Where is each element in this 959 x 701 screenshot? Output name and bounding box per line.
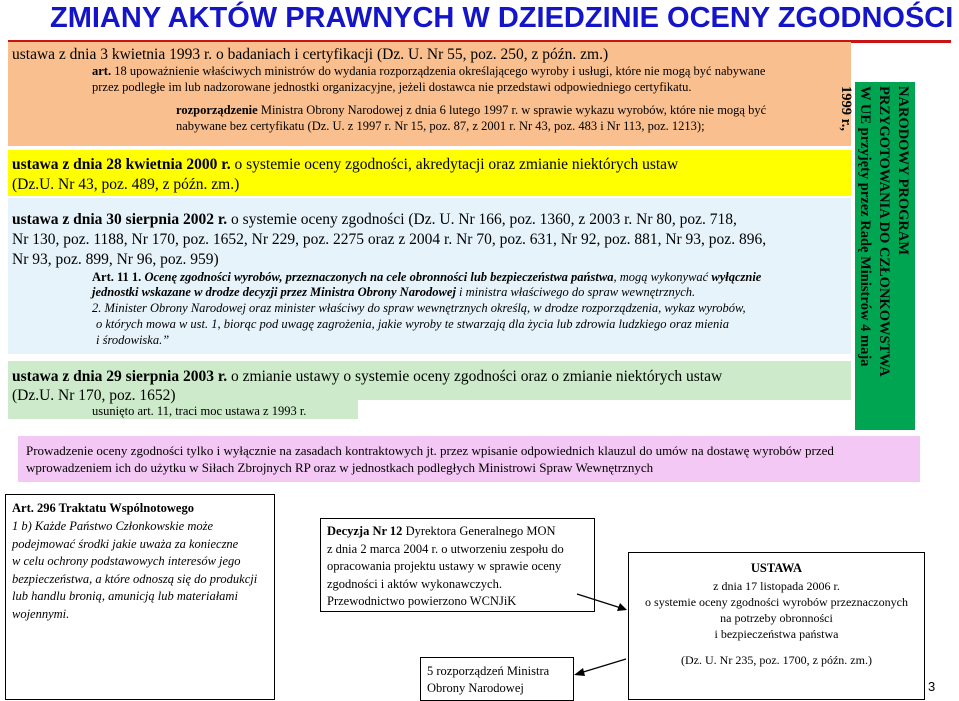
art-11-line-1 — [92, 270, 761, 285]
art-296-line-6: wojennymi. — [12, 606, 70, 621]
act-2000-reference: (Dz.U. Nr 43, poz. 489, z późn. zm.) — [12, 176, 240, 193]
art-296-heading: Art. 296 Traktatu Wspólnotowego — [12, 501, 194, 515]
act-2006-line-3: na potrzeby obronności — [720, 611, 833, 625]
regulations-box — [420, 657, 574, 701]
act-2003-note: usunięto art. 11, traci moc ustawa z 1993 r. — [92, 404, 307, 418]
act-2000-date: ustawa z dnia 28 kwietnia 2000 r. — [12, 156, 231, 173]
regulation-label: rozporządzenie — [176, 103, 258, 117]
art-296-line-2: podejmować środki jakie uważa za konieczne — [12, 536, 239, 551]
contractual-note-line-2: wprowadzeniem ich do użytku w Siłach Zbrojnych RP oraz w jednostkach podległych Ministrowi Spraw Wewnętrznych — [26, 460, 654, 475]
art-11-par-2-line-3: i środowiska.” — [96, 333, 170, 347]
decision-12-issuer: Dyrektora Generalnego MON — [402, 524, 556, 538]
act-2006-body — [629, 578, 924, 642]
contractual-note-line-1: Prowadzenie oceny zgodności tylko i wyłącznie na zasadach kontraktowych jt. przez wpisanie odpowiednich klauzul do umów na dostawę wyrobów przed — [26, 443, 834, 458]
national-program-line-2: PRZYGOTOWANIA DO CZŁONKOWSTWA — [876, 86, 892, 377]
decision-12-label: Decyzja Nr 12 — [327, 524, 403, 538]
act-2006-line-2: o systemie oceny zgodności wyrobów przeznaczonych — [645, 595, 908, 609]
act-2006-box — [628, 552, 925, 700]
act-2003-date: ustawa z dnia 29 sierpnia 2003 r. — [12, 368, 228, 385]
art-296-body — [12, 518, 257, 623]
act-2006-heading: USTAWA — [750, 561, 803, 575]
act-2002-reference-3: Nr 93, poz. 899, Nr 96, poz. 959) — [12, 251, 219, 268]
act-2002-subject: o systemie oceny zgodności (Dz. U. Nr 166, poz. 1360, z 2003 r. Nr 80, poz. 718, — [227, 211, 737, 228]
national-program-panel — [838, 82, 915, 430]
regulations-line-1: 5 rozporządzeń Ministra — [427, 664, 550, 678]
decision-12-line-1 — [327, 523, 564, 541]
art-18-line-2: przez podległe im lub nadzorowane jednostki organizacyjne, jeżeli dostawca nie przedstawi odpowiedniego certyfikatu. — [92, 80, 692, 94]
page-title: ZMIANY AKTÓW PRAWNYCH W DZIEDZINIE OCENY ZGODNOŚCI — [50, 2, 954, 34]
regulation-1997-line — [176, 103, 766, 118]
decision-12-box — [320, 518, 595, 612]
decision-12-line-3: opracowania projektu ustawy w sprawie oceny — [327, 559, 562, 573]
decision-12-line-2: z dnia 2 marca 2004 r. o utworzeniu zespołu do — [327, 541, 564, 556]
art-11-par-2-line-2: o których mowa w ust. 1, biorąc pod uwagę zagrożenia, jakie wyroby te stwarzają dla życia lub zdrowia ludzkiego oraz mienia — [96, 317, 729, 331]
act-2006-line-1: z dnia 17 listopada 2006 r. — [713, 579, 840, 593]
act-2002-title — [12, 210, 737, 229]
national-program-line-4: 1999 r., — [838, 86, 854, 131]
act-to-regulations-arrow — [570, 655, 630, 685]
art-11-text-2a: jednostki wskazane w drodze decyzji przez Ministra Obrony Narodowej — [92, 285, 456, 299]
act-2003-title — [12, 367, 722, 386]
national-program-line-3: W UE przyjęty przez Radę Ministrów 4 maja — [857, 86, 873, 367]
act-2002-reference-2: Nr 130, poz. 1188, Nr 170, poz. 1652, Nr 229, poz. 2275 oraz z 2004 r. Nr 70, poz. 631, Nr 92, poz. 881, Nr 93, poz. 896, — [12, 231, 767, 248]
act-1993-title: ustawa z dnia 3 kwietnia 1993 r. o badaniach i certyfikacji (Dz. U. Nr 55, poz. 250, z późn. zm.) — [12, 46, 609, 63]
national-program-line-1: NARODOWY PROGRAM — [895, 86, 911, 256]
act-2000-title — [12, 155, 678, 174]
art-296-line-3: w celu ochrony podstawowych interesów jego — [12, 554, 241, 568]
art-296-line-4: bezpieczeństwa, a które odnoszą się do produkcji — [12, 571, 258, 586]
art-11-text-2b: i ministra właściwego do spraw wewnętrznych. — [455, 285, 696, 299]
act-2000-subject: o systemie oceny zgodności, akredytacji oraz zmianie niektórych ustaw — [230, 156, 679, 173]
art-18-text: 18 upoważnienie właściwych ministrów do wydania rozporządzenia określającego wyroby i usługi, które nie mogą być nabywane — [111, 64, 766, 78]
decision-12-line-4: zgodności i aktów wykonawczych. — [327, 576, 502, 591]
national-program-text — [838, 82, 915, 430]
art-296-line-1: 1 b) Każde Państwo Członkowskie może — [12, 519, 214, 533]
decision-12-line-5: Przewodnictwo powierzono WCNJiK — [327, 594, 517, 608]
act-2006-line-4: i bezpieczeństwa państwa — [714, 627, 839, 641]
act-2002-date: ustawa z dnia 30 sierpnia 2002 r. — [12, 211, 228, 228]
decision-to-act-arrow — [575, 590, 635, 620]
regulations-line-2: Obrony Narodowej — [427, 681, 524, 695]
art-11-line-2 — [92, 285, 695, 300]
art-18-line — [92, 64, 765, 79]
art-11-text-1b: , mogą wykonywać — [613, 270, 712, 284]
page-number: 3 — [928, 679, 936, 694]
decision-12-body — [327, 523, 564, 611]
art-18-label: art. — [92, 64, 112, 78]
art-11-text-1c: wyłącznie — [711, 270, 762, 284]
act-2006-reference: (Dz. U. Nr 235, poz. 1700, z późn. zm.) — [681, 653, 872, 667]
art-11-label: Art. 11 1. — [92, 270, 142, 284]
art-296-box — [5, 494, 275, 700]
art-11-text-1: Ocenę zgodności wyrobów, przeznaczonych na cele obronności lub bezpieczeństwa państwa — [141, 270, 614, 284]
art-296-line-5: lub handlu bronią, amunicją lub materiałami — [12, 589, 238, 603]
act-2003-reference: (Dz.U. Nr 170, poz. 1652) — [12, 387, 176, 404]
act-2003-subject: o zmianie ustawy o systemie oceny zgodności oraz o zmianie niektórych ustaw — [227, 368, 723, 385]
art-11-par-2-line-1: 2. Minister Obrony Narodowej oraz minister właściwy do spraw wewnętrznych określą, w drodze rozporządzenia, wykaz wyrobów, — [92, 301, 746, 315]
regulation-text: Ministra Obrony Narodowej z dnia 6 lutego 1997 r. w sprawie wykazu wyrobów, które nie mogą być — [257, 103, 767, 117]
regulation-1997-line-2: nabywane bez certyfikatu (Dz. U. z 1997 r. Nr 15, poz. 87, z 2001 r. Nr 43, poz. 483 i Nr 113, poz. 1213); — [176, 119, 705, 133]
regulations-body — [427, 663, 549, 697]
